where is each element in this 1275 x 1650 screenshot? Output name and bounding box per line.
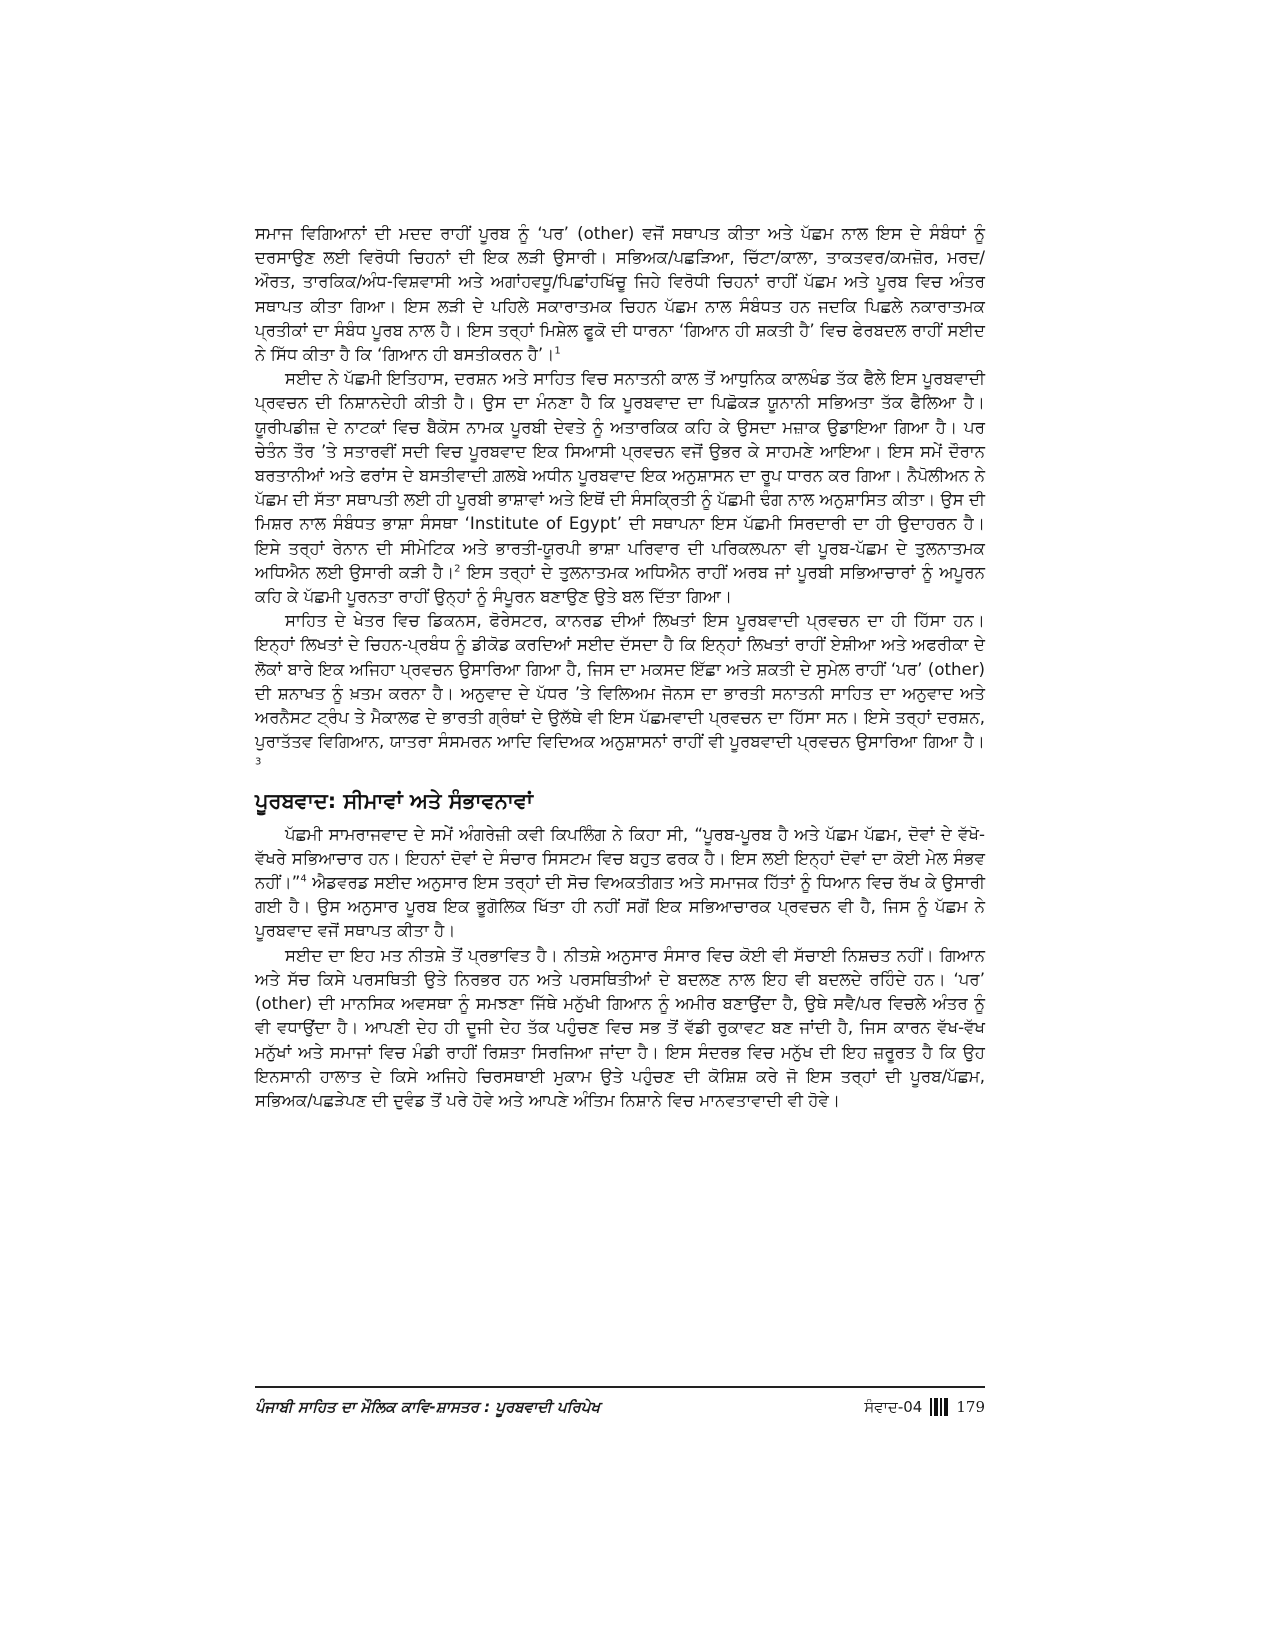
footer-rule bbox=[255, 1386, 985, 1388]
footnote-ref-3: 3 bbox=[255, 756, 262, 768]
footnote-ref-4: 4 bbox=[300, 873, 307, 885]
footnote-ref-2: 2 bbox=[454, 563, 461, 575]
paragraph-5-text: ਸਈਦ ਦਾ ਇਹ ਮਤ ਨੀਤਸ਼ੇ ਤੋਂ ਪ੍ਰਭਾਵਿਤ ਹੈ। ਨੀਤਸ਼ੇ ਅਨੁਸਾਰ ਸੰਸਾਰ ਵਿਚ ਕੋਈ ਵੀ ਸੱਚਾਈ ਨਿਸ਼ਚਤ ਨਹੀਂ। ਗਿਆਨ ਅਤੇ ਸੱਚ ਕਿਸੇ ਪਰਸਥਿਤੀ ਉਤੇ ਨਿਰਭਰ ਹਨ ਅਤੇ ਪਰਸਥਿਤੀਆਂ ਦੇ ਬਦਲਣ ਨਾਲ ਇਹ ਵੀ ਬਦਲਦੇ ਰਹਿੰਦੇ ਹਨ। ‘ਪਰ’ (other) ਦੀ ਮਾਨਸਿਕ ਅਵਸਥਾ ਨੂੰ ਸਮਝਣਾ ਜਿੱਥੇ ਮਨੁੱਖੀ ਗਿਆਨ ਨੂੰ ਅਮੀਰ ਬਣਾਉਂਦਾ ਹੈ, ਉਥੇ ਸਵੈ/ਪਰ ਵਿਚਲੇ ਅੰਤਰ ਨੂੰ ਵੀ ਵਧਾਉਂਦਾ ਹੈ। ਆਪਣੀ ਦੇਹ ਹੀ ਦੂਜੀ ਦੇਹ ਤੱਕ ਪਹੁੰਚਣ ਵਿਚ ਸਭ ਤੋਂ ਵੱਡੀ ਰੁਕਾਵਟ ਬਣ ਜਾਂਦੀ ਹੈ, ਜਿਸ ਕਾਰਨ ਵੱਖ-ਵੱਖ ਮਨੁੱਖਾਂ ਅਤੇ ਸਮਾਜਾਂ ਵਿਚ ਮੰਡੀ ਰਾਹੀਂ ਰਿਸ਼ਤਾ ਸਿਰਜਿਆ ਜਾਂਦਾ ਹੈ। ਇਸ ਸੰਦਰਭ ਵਿਚ ਮਨੁੱਖ ਦੀ ਇਹ ਜ਼ਰੂਰਤ ਹੈ ਕਿ ਉਹ ਇਨਸਾਨੀ ਹਾਲਾਤ ਦੇ ਕਿਸੇ ਅਜਿਹੇ ਚਿਰਸਥਾਈ ਮੁਕਾਮ ਉਤੇ ਪਹੁੰਚਣ ਦੀ ਕੋਸ਼ਿਸ਼ ਕਰੇ ਜੋ ਇਸ ਤਰ੍ਹਾਂ ਦੀ ਪੂਰਬ/ਪੱਛਮ, ਸਭਿਅਕ/ਪਛੜੇਪਣ ਦੀ ਦੁਵੰਡ ਤੋਂ ਪਰੇ ਹੋਵੇ ਅਤੇ ਆਪਣੇ ਅੰਤਿਮ ਨਿਸ਼ਾਨੇ ਵਿਚ ਮਾਨਵਤਾਵਾਦੀ ਵੀ ਹੋਵੇ। bbox=[255, 945, 985, 1110]
footer-row bbox=[255, 1398, 985, 1416]
paragraph-4 bbox=[255, 823, 985, 944]
footer-right bbox=[864, 1398, 985, 1416]
paragraph-2 bbox=[255, 367, 985, 609]
issue-label: ਸੰਵਾਦ-04 bbox=[864, 1398, 923, 1416]
paragraph-4-text-b: ਐਡਵਰਡ ਸਈਦ ਅਨੁਸਾਰ ਇਸ ਤਰ੍ਹਾਂ ਦੀ ਸੋਚ ਵਿਅਕਤੀਗਤ ਅਤੇ ਸਮਾਜਕ ਹਿੱਤਾਂ ਨੂੰ ਧਿਆਨ ਵਿਚ ਰੱਖ ਕੇ ਉਸਾਰੀ ਗਈ ਹੈ। ਉਸ ਅਨੁਸਾਰ ਪੂਰਬ ਇਕ ਭੂਗੋਲਿਕ ਖਿੱਤਾ ਹੀ ਨਹੀਂ ਸਗੋਂ ਇਕ ਸਭਿਆਚਾਰਕ ਪ੍ਰਵਚਨ ਵੀ ਹੈ, ਜਿਸ ਨੂੰ ਪੱਛਮ ਨੇ ਪੂਰਬਵਾਦ ਵਜੋਂ ਸਥਾਪਤ ਕੀਤਾ ਹੈ। bbox=[255, 873, 985, 941]
paragraph-5 bbox=[255, 944, 985, 1113]
running-title: ਪੰਜਾਬੀ ਸਾਹਿਤ ਦਾ ਮੌਲਿਕ ਕਾਵਿ-ਸ਼ਾਸਤਰ : ਪੂਰਬਵਾਦੀ ਪਰਿਪੇਖ bbox=[255, 1398, 600, 1416]
paragraph-2-text-a: ਸਈਦ ਨੇ ਪੱਛਮੀ ਇਤਿਹਾਸ, ਦਰਸ਼ਨ ਅਤੇ ਸਾਹਿਤ ਵਿਚ ਸਨਾਤਨੀ ਕਾਲ ਤੋਂ ਆਧੁਨਿਕ ਕਾਲਖੰਡ ਤੱਕ ਫੈਲੇ ਇਸ ਪੂਰਬਵਾਦੀ ਪ੍ਰਵਚਨ ਦੀ ਨਿਸ਼ਾਨਦੇਹੀ ਕੀਤੀ ਹੈ। ਉਸ ਦਾ ਮੰਨਣਾ ਹੈ ਕਿ ਪੂਰਬਵਾਦ ਦਾ ਪਿਛੋਕੜ ਯੂਨਾਨੀ ਸਭਿਅਤਾ ਤੱਕ ਫੈਲਿਆ ਹੈ। ਯੂਰੀਪਡੀਜ਼ ਦੇ ਨਾਟਕਾਂ ਵਿਚ ਬੈਕੋਸ ਨਾਮਕ ਪੂਰਬੀ ਦੇਵਤੇ ਨੂੰ ਅਤਾਰਕਿਕ ਕਹਿ ਕੇ ਉਸਦਾ ਮਜ਼ਾਕ ਉਡਾਇਆ ਗਿਆ ਹੈ। ਪਰ ਚੇਤੰਨ ਤੌਰ ’ਤੇ ਸਤਾਰਵੀਂ ਸਦੀ ਵਿਚ ਪੂਰਬਵਾਦ ਇਕ ਸਿਆਸੀ ਪ੍ਰਵਚਨ ਵਜੋਂ ਉਭਰ ਕੇ ਸਾਹਮਣੇ ਆਇਆ। ਇਸ ਸਮੇਂ ਦੌਰਾਨ ਬਰਤਾਨੀਆਂ ਅਤੇ ਫਰਾਂਸ ਦੇ ਬਸਤੀਵਾਦੀ ਗ਼ਲਬੇ ਅਧੀਨ ਪੂਰਬਵਾਦ ਇਕ ਅਨੁਸ਼ਾਸਨ ਦਾ ਰੂਪ ਧਾਰਨ ਕਰ ਗਿਆ। ਨੈਪੋਲੀਅਨ ਨੇ ਪੱਛਮ ਦੀ ਸੱਤਾ ਸਥਾਪਤੀ ਲਈ ਹੀ ਪੂਰਬੀ ਭਾਸ਼ਾਵਾਂ ਅਤੇ ਇਥੋਂ ਦੀ ਸੰਸਕ੍ਰਿਤੀ ਨੂੰ ਪੱਛਮੀ ਢੰਗ ਨਾਲ ਅਨੁਸ਼ਾਸਿਤ ਕੀਤਾ। ਉਸ ਦੀ ਮਿਸ਼ਰ ਨਾਲ ਸੰਬੰਧਤ ਭਾਸ਼ਾ ਸੰਸਥਾ ‘Institute of Egypt’ ਦੀ ਸਥਾਪਨਾ ਇਸ ਪੱਛਮੀ ਸਿਰਦਾਰੀ ਦਾ ਹੀ ਉਦਾਹਰਨ ਹੈ। ਇਸੇ ਤਰ੍ਹਾਂ ਰੇਨਾਨ ਦੀ ਸੀਮੇਟਿਕ ਅਤੇ ਭਾਰਤੀ-ਯੂਰਪੀ ਭਾਸ਼ਾ ਪਰਿਵਾਰ ਦੀ ਪਰਿਕਲਪਨਾ ਵੀ ਪੂਰਬ-ਪੱਛਮ ਦੇ ਤੁਲਨਾਤਮਕ ਅਧਿਐਨ ਲਈ ਉਸਾਰੀ ਕੜੀ ਹੈ। bbox=[255, 369, 985, 582]
page-footer bbox=[255, 1386, 985, 1416]
paragraph-1 bbox=[255, 222, 985, 367]
page-body bbox=[255, 222, 985, 1113]
bars-icon bbox=[930, 1398, 948, 1416]
footnote-ref-1: 1 bbox=[554, 345, 561, 357]
paragraph-3-text: ਸਾਹਿਤ ਦੇ ਖੇਤਰ ਵਿਚ ਡਿਕਨਸ, ਫੋਰੇਸਟਰ, ਕਾਨਰਡ ਦੀਆਂ ਲਿਖਤਾਂ ਇਸ ਪੂਰਬਵਾਦੀ ਪ੍ਰਵਚਨ ਦਾ ਹੀ ਹਿੱਸਾ ਹਨ। ਇਨ੍ਹਾਂ ਲਿਖਤਾਂ ਦੇ ਚਿਹਨ-ਪ੍ਰਬੰਧ ਨੂੰ ਡੀਕੋਡ ਕਰਦਿਆਂ ਸਈਦ ਦੱਸਦਾ ਹੈ ਕਿ ਇਨ੍ਹਾਂ ਲਿਖਤਾਂ ਰਾਹੀਂ ਏਸ਼ੀਆ ਅਤੇ ਅਫਰੀਕਾ ਦੇ ਲੋਕਾਂ ਬਾਰੇ ਇਕ ਅਜਿਹਾ ਪ੍ਰਵਚਨ ਉਸਾਰਿਆ ਗਿਆ ਹੈ, ਜਿਸ ਦਾ ਮਕਸਦ ਇੱਛਾ ਅਤੇ ਸ਼ਕਤੀ ਦੇ ਸੁਮੇਲ ਰਾਹੀਂ ‘ਪਰ’ (other) ਦੀ ਸ਼ਨਾਖਤ ਨੂੰ ਖ਼ਤਮ ਕਰਨਾ ਹੈ। ਅਨੁਵਾਦ ਦੇ ਪੱਧਰ ’ਤੇ ਵਿਲਿਅਮ ਜੋਨਸ ਦਾ ਭਾਰਤੀ ਸਨਾਤਨੀ ਸਾਹਿਤ ਦਾ ਅਨੁਵਾਦ ਅਤੇ ਅਰਨੈਸਟ ਟ੍ਰੰਪ ਤੇ ਮੈਕਾਲਫ ਦੇ ਭਾਰਤੀ ਗ੍ਰੰਥਾਂ ਦੇ ਉਲੱਥੇ ਵੀ ਇਸ ਪੱਛਮਵਾਦੀ ਪ੍ਰਵਚਨ ਦਾ ਹਿੱਸਾ ਸਨ। ਇਸੇ ਤਰ੍ਹਾਂ ਦਰਸ਼ਨ, ਪੁਰਾਤੱਤਵ ਵਿਗਿਆਨ, ਯਾਤਰਾ ਸੰਸਮਰਨ ਆਦਿ ਵਿਦਿਅਕ ਅਨੁਸ਼ਾਸਨਾਂ ਰਾਹੀਂ ਵੀ ਪੂਰਬਵਾਦੀ ਪ੍ਰਵਚਨ ਉਸਾਰਿਆ ਗਿਆ ਹੈ। bbox=[255, 611, 985, 752]
section-heading: ਪੂਰਬਵਾਦ: ਸੀਮਾਵਾਂ ਅਤੇ ਸੰਭਾਵਨਾਵਾਂ bbox=[255, 788, 534, 813]
page-number: 179 bbox=[956, 1398, 985, 1416]
paragraph-1-text: ਸਮਾਜ ਵਿਗਿਆਨਾਂ ਦੀ ਮਦਦ ਰਾਹੀਂ ਪੂਰਬ ਨੂੰ ‘ਪਰ’ (other) ਵਜੋਂ ਸਥਾਪਤ ਕੀਤਾ ਅਤੇ ਪੱਛਮ ਨਾਲ ਇਸ ਦੇ ਸੰਬੰਧਾਂ ਨੂੰ ਦਰਸਾਉਣ ਲਈ ਵਿਰੋਧੀ ਚਿਹਨਾਂ ਦੀ ਇਕ ਲੜੀ ਉਸਾਰੀ। ਸਭਿਅਕ/ਪਛੜਿਆ, ਚਿੱਟਾ/ਕਾਲਾ, ਤਾਕਤਵਰ/ਕਮਜ਼ੋਰ, ਮਰਦ/ਔਰਤ, ਤਾਰਕਿਕ/ਅੰਧ-ਵਿਸ਼ਵਾਸੀ ਅਤੇ ਅਗਾਂਹਵਧੂ/ਪਿਛਾਂਹਖਿੱਚੂ ਜਿਹੇ ਵਿਰੋਧੀ ਚਿਹਨਾਂ ਰਾਹੀਂ ਪੱਛਮ ਅਤੇ ਪੂਰਬ ਵਿਚ ਅੰਤਰ ਸਥਾਪਤ ਕੀਤਾ ਗਿਆ। ਇਸ ਲੜੀ ਦੇ ਪਹਿਲੇ ਸਕਾਰਾਤਮਕ ਚਿਹਨ ਪੱਛਮ ਨਾਲ ਸੰਬੰਧਤ ਹਨ ਜਦਕਿ ਪਿਛਲੇ ਨਕਾਰਾਤਮਕ ਪ੍ਰਤੀਕਾਂ ਦਾ ਸੰਬੰਧ ਪੂਰਬ ਨਾਲ ਹੈ। ਇਸ ਤਰ੍ਹਾਂ ਮਿਸ਼ੇਲ ਫੂਕੋ ਦੀ ਧਾਰਨਾ ‘ਗਿਆਨ ਹੀ ਸ਼ਕਤੀ ਹੈ’ ਵਿਚ ਫੇਰਬਦਲ ਰਾਹੀਂ ਸਈਦ ਨੇ ਸਿੱਧ ਕੀਤਾ ਹੈ ਕਿ ‘ਗਿਆਨ ਹੀ ਬਸਤੀਕਰਨ ਹੈ’। bbox=[255, 224, 985, 365]
paragraph-3 bbox=[255, 609, 985, 778]
paragraph-4-text-a: ਪੱਛਮੀ ਸਾਮਰਾਜਵਾਦ ਦੇ ਸਮੇਂ ਅੰਗਰੇਜ਼ੀ ਕਵੀ ਕਿਪਲਿੰਗ ਨੇ ਕਿਹਾ ਸੀ, “ਪੂਰਬ-ਪੂਰਬ ਹੈ ਅਤੇ ਪੱਛਮ ਪੱਛਮ, ਦੋਵਾਂ ਦੇ ਵੱਖੋ-ਵੱਖਰੇ ਸਭਿਆਚਾਰ ਹਨ। ਇਹਨਾਂ ਦੋਵਾਂ ਦੇ ਸੰਚਾਰ ਸਿਸਟਮ ਵਿਚ ਬਹੁਤ ਫਰਕ ਹੈ। ਇਸ ਲਈ ਇਨ੍ਹਾਂ ਦੋਵਾਂ ਦਾ ਕੋਈ ਮੇਲ ਸੰਭਵ ਨਹੀਂ।” bbox=[255, 824, 985, 893]
paragraph-2-text-b: ਇਸ ਤਰ੍ਹਾਂ ਦੇ ਤੁਲਨਾਤਮਕ ਅਧਿਐਨ ਰਾਹੀਂ ਅਰਬ ਜਾਂ ਪੂਰਬੀ ਸਭਿਆਚਾਰਾਂ ਨੂੰ ਅਪੂਰਨ ਕਹਿ ਕੇ ਪੱਛਮੀ ਪੂਰਨਤਾ ਰਾਹੀਂ ਉਨ੍ਹਾਂ ਨੂੰ ਸੰਪੂਰਨ ਬਣਾਉਣ ਉਤੇ ਬਲ ਦਿੱਤਾ ਗਿਆ। bbox=[255, 562, 985, 607]
